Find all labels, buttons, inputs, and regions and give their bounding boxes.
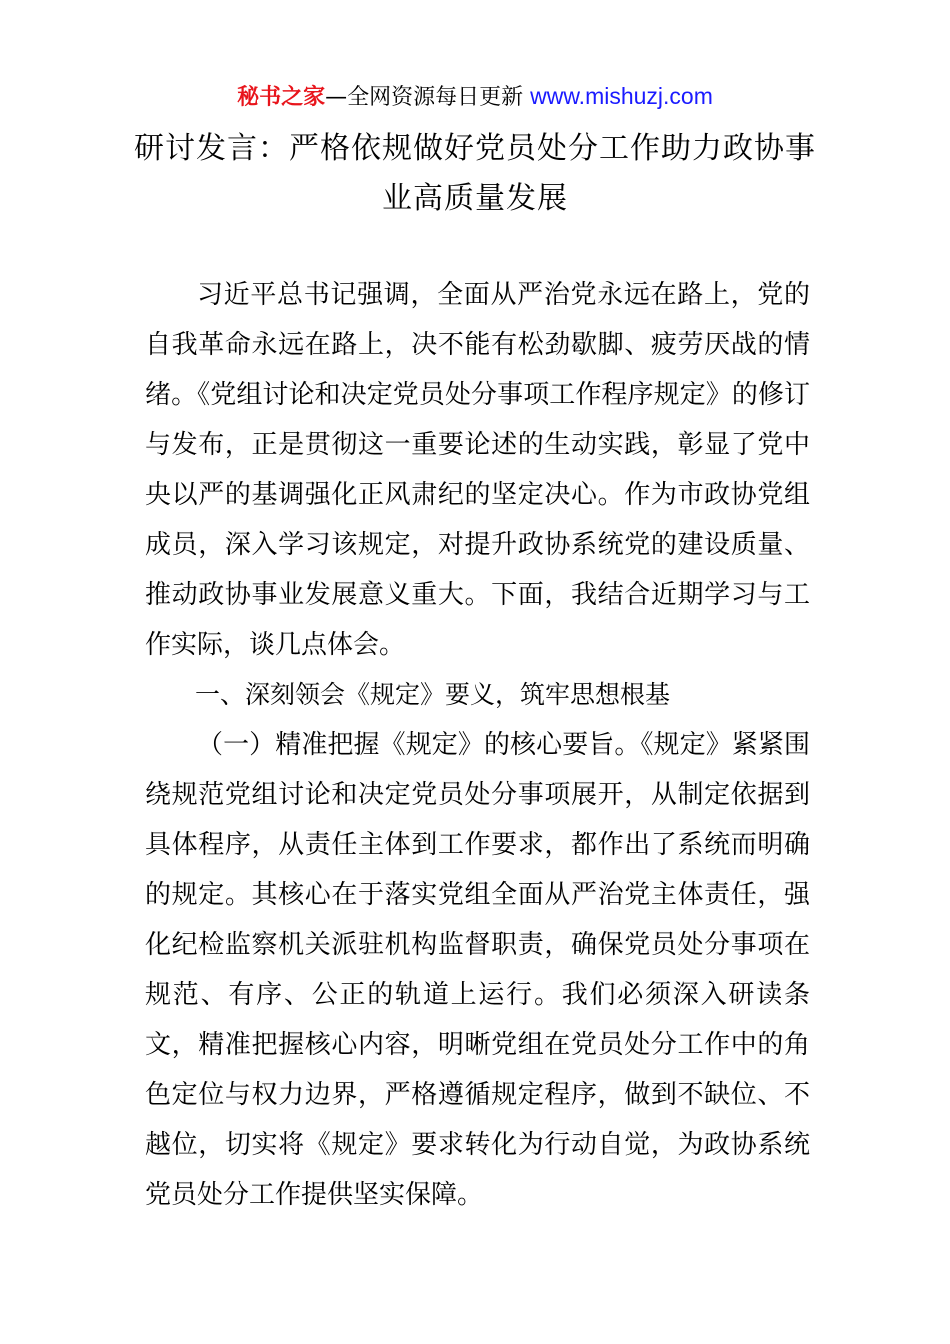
document-title: 研讨发言：严格依规做好党员处分工作助力政协事业高质量发展 [134, 131, 816, 216]
document-body [145, 270, 810, 1220]
site-url-link[interactable]: www.mishuzj.com [530, 83, 713, 109]
section-heading: 一、深刻领会《规定》要义，筑牢思想根基 [195, 680, 671, 709]
brand-name: 秘书之家 [237, 85, 326, 110]
body-paragraph: （一）精准把握《规定》的核心要旨。《规定》紧紧围绕规范党组讨论和决定党员处分事项展开，从制定依据到具体程序，从责任主体到工作要求，都作出了系统而明确的规定。其核心在于落实党组全面从严治党主体责任，强化纪检监察机关派驻机构监督职责，确保党员处分事项在规范、有序、公正的轨道上运行。我们必须深入研读条文，精准把握核心内容，明晰党组在党员处分工作中的角色定位与权力边界，严格遵循规定程序，做到不缺位、不越位，切实将《规定》要求转化为行动自觉，为政协系统党员处分工作提供坚实保障。 [145, 730, 810, 1210]
site-header [0, 80, 950, 114]
intro-paragraph: 习近平总书记强调，全面从严治党永远在路上，党的自我革命永远在路上，决不能有松劲歇脚、疲劳厌战的情绪。《党组讨论和决定党员处分事项工作程序规定》的修订与发布，正是贯彻这一重要论述的生动实践，彰显了党中央以严的基调强化正风肃纪的坚定决心。作为市政协党组成员，深入学习该规定，对提升政协系统党的建设质量、推动政协事业发展意义重大。下面，我结合近期学习与工作实际，谈几点体会。 [145, 280, 810, 660]
header-tagline: —全网资源每日更新 [325, 85, 531, 110]
